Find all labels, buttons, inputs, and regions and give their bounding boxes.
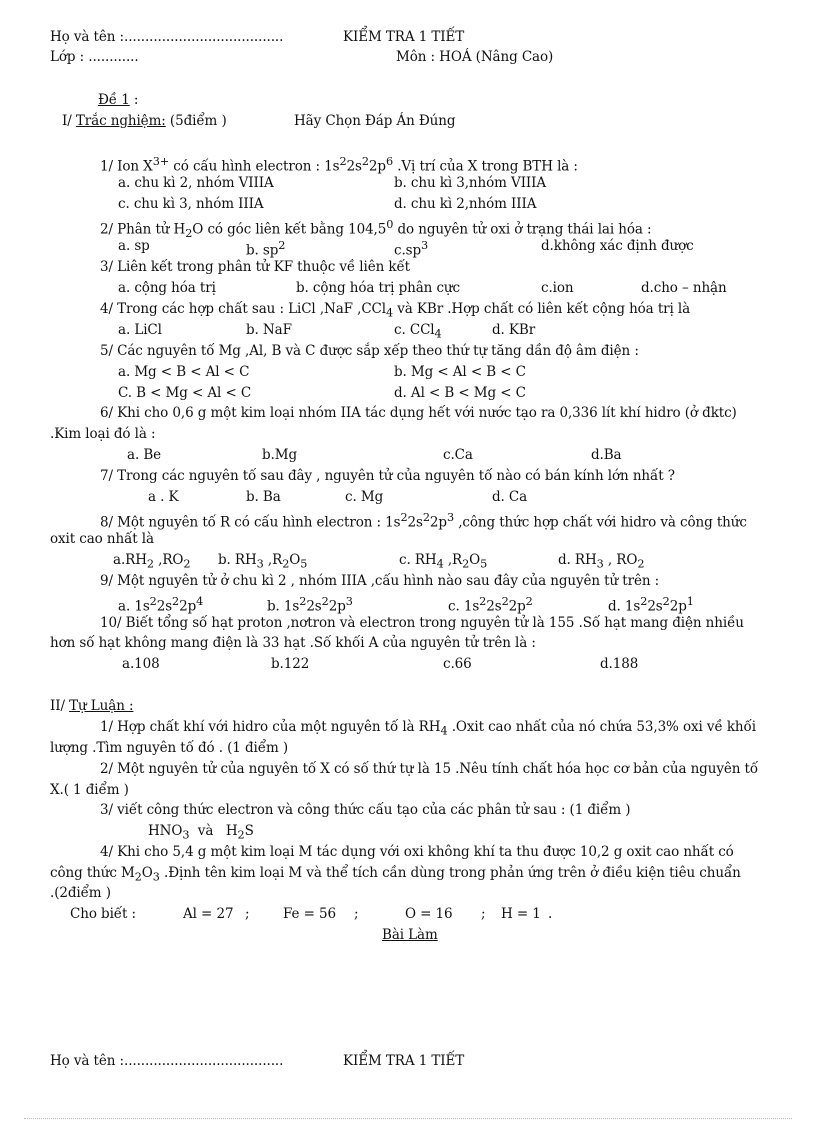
question-1-option-d: d. chu kì 2,nhóm IIIA	[394, 196, 537, 212]
essay-4-line3: .(2điểm )	[50, 885, 111, 901]
question-4-stem: 4/ Trong các hợp chất sau : LiCl ,NaF ,CCl$_4$ và KBr .Hợp chất có liên kết cộng hóa trị là	[100, 301, 691, 320]
given-fe: Fe = 56	[283, 906, 336, 922]
given-separator: ;	[245, 906, 250, 922]
question-2-option-c: $c.sp^3$	[394, 239, 429, 259]
section-1-heading: I/ Trắc nghiệm: (5điểm )	[62, 113, 227, 129]
section-2-heading: II/ Tự Luận :	[50, 698, 134, 714]
question-9-stem: 9/ Một nguyên tử ở chu kì 2 , nhóm IIIA ,cấu hình nào sau đây của nguyên tử trên :	[100, 573, 660, 589]
name-field-label: Họ và tên :......................................	[50, 29, 284, 45]
given-separator: ;	[481, 906, 486, 922]
question-4-option-d: d. KBr	[492, 322, 536, 338]
question-4-option-b: b. NaF	[246, 322, 292, 338]
question-6-option-c: c.Ca	[443, 447, 473, 463]
question-10-option-a: a.108	[122, 656, 160, 672]
page-bottom-divider	[24, 1118, 792, 1119]
given-al: Al = 27	[183, 906, 234, 922]
question-10-option-b: b.122	[271, 656, 310, 672]
question-10-stem: 10/ Biết tổng số hạt proton ,nơtron và electron trong nguyên tử là 155 .Số hạt mang điện nhiều	[100, 615, 744, 631]
essay-1-line1: 1/ Hợp chất khí với hidro của một nguyên tố là $RH_4$ .Oxit cao nhất của nó chứa 53,3% oxi về khối	[100, 719, 756, 738]
question-3-option-d: d.cho – nhận	[641, 280, 727, 296]
essay-1-line2: lượng .Tìm nguyên tố đó . (1 điểm )	[50, 740, 288, 756]
given-o: O = 16	[405, 906, 453, 922]
given-end: .	[548, 906, 553, 922]
question-8-stem-line2: oxit cao nhất là	[50, 531, 154, 547]
question-9-option-d: d. $1s^22s^22p^1$	[608, 595, 694, 615]
exam-title: KIỂM TRA 1 TIẾT	[343, 29, 465, 45]
question-8-option-b: b. $RH_3$ $,R_2O_5$	[218, 552, 308, 571]
question-10-stem-line2: hơn số hạt không mang điện là 33 hạt .Số khối A của nguyên tử trên là :	[50, 635, 536, 651]
question-4-option-c: c. CCl$_4$	[394, 322, 442, 341]
question-6-option-a: a. Be	[127, 447, 162, 463]
question-7-option-c: c. Mg	[345, 489, 384, 505]
question-10-option-c: c.66	[443, 656, 472, 672]
question-1-stem: 1/ Ion $X^{3+}$ có cấu hình electron : $1s^22s^22p^6$ .Vị trí của X trong BTH là :	[100, 155, 578, 175]
question-2-option-d: d.không xác định được	[541, 238, 694, 254]
essay-2-line2: X.( 1 điểm )	[50, 782, 129, 798]
question-2-option-a: a. sp	[118, 238, 150, 254]
question-6-stem-line2: .Kim loại đó là :	[50, 426, 156, 442]
exam-variant: Đề 1 :	[98, 92, 139, 108]
question-6-option-d: d.Ba	[591, 447, 622, 463]
essay-2-line1: 2/ Một nguyên tử của nguyên tố X có số thứ tự là 15 .Nêu tính chất hóa học cơ bản của nguyên tố	[100, 761, 758, 777]
question-7-stem: 7/ Trong các nguyên tố sau đây , nguyên tử của nguyên tố nào có bán kính lớn nhất ?	[100, 468, 675, 484]
question-5-option-c: C. B < Mg < Al < C	[118, 385, 252, 401]
question-3-option-c: c.ion	[541, 280, 574, 296]
essay-3-line1: 3/ viết công thức electron và công thức cấu tạo của các phân tử sau : (1 điểm )	[100, 802, 631, 818]
question-2-option-b: b. $sp^2$	[246, 239, 286, 259]
given-separator: ;	[354, 906, 359, 922]
question-8-option-c: c. $RH_4$ $,R_2O_5$	[399, 552, 488, 571]
section-1-instruction: Hãy Chọn Đáp Án Đúng	[294, 113, 456, 129]
essay-3-formulas: $HNO_3$ và $H_2S$	[148, 823, 254, 842]
footer-name-field-label: Họ và tên :......................................	[50, 1053, 284, 1069]
question-4-option-a: a. LiCl	[118, 322, 162, 338]
question-5-stem: 5/ Các nguyên tố Mg ,Al, B và C được sắp xếp theo thứ tự tăng dần độ âm điện :	[100, 343, 639, 359]
essay-4-line1: 4/ Khi cho 5,4 g một kim loại M tác dụng với oxi không khí ta thu được 10,2 g oxit cao nhất có	[100, 844, 734, 860]
question-5-option-b: b. Mg < Al < B < C	[394, 364, 526, 380]
footer-exam-title: KIỂM TRA 1 TIẾT	[343, 1053, 465, 1069]
essay-4-line2: công thức $M_2O_3$ .Định tên kim loại M và thể tích cần dùng trong phản ứng trên ở điều kiện tiêu chuẩn	[50, 865, 741, 884]
question-3-option-a: a. cộng hóa trị	[118, 280, 216, 296]
question-1-option-c: c. chu kì 3, nhóm IIIA	[118, 196, 264, 212]
question-7-option-d: d. Ca	[492, 489, 528, 505]
question-7-option-a: a . K	[148, 489, 179, 505]
given-h: H = 1	[501, 906, 541, 922]
question-3-stem: 3/ Liên kết trong phân tử KF thuộc về liên kết	[100, 259, 410, 275]
answer-section-title: Bài Làm	[382, 927, 438, 943]
class-field-label: Lớp : ............	[50, 49, 139, 65]
question-8-stem: 8/ Một nguyên tố R có cấu hình electron : $1s^22s^22p^3$ ,công thức hợp chất với hidro và công thức	[100, 511, 747, 531]
question-1-option-a: a. chu kì 2, nhóm VIIIA	[118, 175, 274, 191]
subject-label: Môn : HOÁ (Nâng Cao)	[396, 49, 554, 65]
question-1-option-b: b. chu kì 3,nhóm VIIIA	[394, 175, 547, 191]
question-5-option-a: a. Mg < B < Al < C	[118, 364, 250, 380]
question-5-option-d: d. Al < B < Mg < C	[394, 385, 526, 401]
given-label: Cho biết :	[70, 906, 136, 922]
question-9-option-c: c. $1s^22s^22p^2$	[448, 595, 533, 615]
question-9-option-b: b. $1s^22s^22p^3$	[267, 595, 353, 615]
question-2-stem: 2/ Phân tử $H_2O$ có góc liên kết bằng 104,5$^0$ do nguyên tử oxi ở trạng thái lai hóa :	[100, 218, 652, 241]
question-8-option-d: d. $RH_3$ , $RO_2$	[558, 552, 645, 571]
question-6-stem: 6/ Khi cho 0,6 g một kim loại nhóm IIA tác dụng hết với nước tạo ra 0,336 lít khí hidro (ở đktc)	[100, 405, 737, 421]
question-6-option-b: b.Mg	[262, 447, 297, 463]
question-10-option-d: d.188	[600, 656, 639, 672]
question-3-option-b: b. cộng hóa trị phân cực	[296, 280, 460, 296]
question-8-option-a: $a.RH_2$ $,RO_2$	[113, 552, 191, 571]
question-9-option-a: a. $1s^22s^22p^4$	[118, 595, 204, 615]
question-7-option-b: b. Ba	[246, 489, 281, 505]
